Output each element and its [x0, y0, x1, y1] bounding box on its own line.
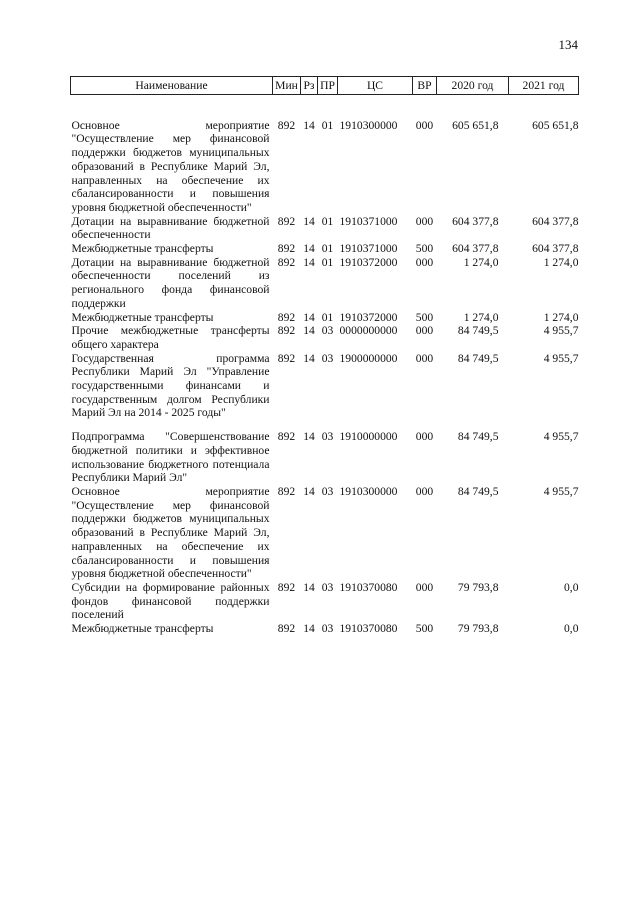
row-vr: 500 [415, 622, 434, 636]
row-2020: 84 749,5 [457, 430, 499, 444]
row-vr: 000 [415, 484, 434, 498]
table-header [71, 77, 579, 95]
column-header-cs: ЦС [338, 77, 413, 95]
table-row [71, 311, 579, 325]
table-row [71, 581, 579, 622]
row-rz: 14 [303, 430, 315, 444]
row-2020: 1 274,0 [463, 310, 499, 324]
row-rz: 14 [303, 484, 315, 498]
row-name: Подпрограмма "Совершенствование бюджетной политики и эффективное использование бюджетного потенциала Республики Марий Эл" [71, 430, 270, 485]
row-min: 892 [277, 351, 296, 365]
table-body [71, 94, 579, 636]
row-min: 892 [277, 118, 296, 132]
row-2021: 4 955,7 [543, 324, 579, 338]
row-2020: 604 377,8 [452, 214, 499, 228]
row-name: Межбюджетные трансферты [71, 242, 214, 256]
row-min: 892 [277, 255, 296, 269]
row-rz: 14 [303, 255, 315, 269]
row-pr: 03 [321, 430, 334, 444]
table-row [71, 420, 579, 485]
column-header-min: Мин [273, 77, 301, 95]
row-pr: 03 [321, 484, 334, 498]
row-vr: 000 [415, 580, 434, 594]
row-cs: 1910372000 [339, 255, 398, 269]
column-header-name: Наименование [71, 77, 273, 95]
budget-table [70, 76, 579, 636]
row-2020: 79 793,8 [457, 580, 499, 594]
column-header-2021: 2021 год [509, 77, 579, 95]
row-vr: 000 [415, 214, 434, 228]
table-row [71, 256, 579, 311]
row-pr: 03 [321, 324, 334, 338]
row-cs: 1910300000 [339, 484, 398, 498]
row-name: Межбюджетные трансферты [71, 622, 214, 636]
row-vr: 000 [415, 351, 434, 365]
row-vr: 000 [415, 324, 434, 338]
table-row [71, 485, 579, 581]
row-pr: 01 [321, 242, 334, 256]
row-vr: 000 [415, 118, 434, 132]
column-header-vr: ВР [413, 77, 437, 95]
row-name: Дотации на выравнивание бюджетной обеспеченности [71, 214, 270, 242]
row-cs: 1910300000 [339, 118, 398, 132]
row-rz: 14 [303, 310, 315, 324]
row-2021: 0,0 [564, 580, 579, 594]
row-cs: 1910371000 [339, 214, 398, 228]
page-number: 134 [558, 37, 578, 52]
row-2021: 604 377,8 [532, 214, 579, 228]
row-cs: 0000000000 [339, 324, 398, 338]
row-2020: 1 274,0 [463, 255, 499, 269]
row-min: 892 [277, 214, 296, 228]
row-2021: 1 274,0 [543, 310, 579, 324]
row-2021: 0,0 [564, 622, 579, 636]
row-rz: 14 [303, 118, 315, 132]
row-rz: 14 [303, 351, 315, 365]
row-2021: 605 651,8 [532, 118, 579, 132]
column-header-rz: Рз [301, 77, 318, 95]
row-rz: 14 [303, 580, 315, 594]
row-min: 892 [277, 310, 296, 324]
row-name: Основное мероприятие "Осуществление мер финансовой поддержки бюджетов муниципальных образований в Республике Марий Эл, направленных на обеспечение их сбалансированности и повышения уровня бюджетной обеспеченности" [71, 484, 270, 581]
table-row [71, 242, 579, 256]
row-vr: 000 [415, 430, 434, 444]
row-rz: 14 [303, 242, 315, 256]
row-name: Субсидии на формирование районных фондов финансовой поддержки поселений [71, 580, 270, 622]
row-cs: 1910370080 [339, 622, 398, 636]
table-row [71, 215, 579, 242]
row-name: Основное мероприятие "Осуществление мер финансовой поддержки бюджетов муниципальных образований в Республике Марий Эл, направленных на обеспечение их сбалансированности и повышения уровня бюджетной обеспеченности" [71, 118, 270, 214]
row-pr: 03 [321, 622, 334, 636]
row-rz: 14 [303, 214, 315, 228]
row-name: Государственная программа Республики Марий Эл "Управление государственными финансами и государственным долгом Республики Марий Эл на 2014 - 2025 годы" [71, 351, 270, 420]
row-2021: 1 274,0 [543, 255, 579, 269]
row-name: Прочие межбюджетные трансферты общего характера [71, 324, 270, 351]
row-name: Межбюджетные трансферты [71, 310, 214, 324]
row-rz: 14 [303, 324, 315, 338]
row-2020: 605 651,8 [452, 118, 499, 132]
table-row [71, 94, 579, 214]
row-pr: 01 [321, 118, 334, 132]
row-cs: 1910372000 [339, 310, 398, 324]
row-min: 892 [277, 580, 296, 594]
row-pr: 03 [321, 580, 334, 594]
row-2020: 604 377,8 [452, 242, 499, 256]
row-min: 892 [277, 324, 296, 338]
table-row [71, 324, 579, 351]
row-cs: 1910370080 [339, 580, 398, 594]
row-2021: 4 955,7 [543, 430, 579, 444]
row-2021: 4 955,7 [543, 484, 579, 498]
row-vr: 500 [415, 242, 434, 256]
row-pr: 01 [321, 255, 334, 269]
row-2020: 84 749,5 [457, 484, 499, 498]
row-2020: 84 749,5 [457, 324, 499, 338]
row-cs: 1900000000 [339, 351, 398, 365]
row-cs: 1910371000 [339, 242, 398, 256]
column-header-2020: 2020 год [437, 77, 509, 95]
row-pr: 03 [321, 351, 334, 365]
row-min: 892 [277, 242, 296, 256]
row-rz: 14 [303, 622, 315, 636]
row-2021: 604 377,8 [532, 242, 579, 256]
row-min: 892 [277, 622, 296, 636]
row-cs: 1910000000 [339, 430, 398, 444]
row-2021: 4 955,7 [543, 351, 579, 365]
column-header-pr: ПР [318, 77, 338, 95]
row-2020: 79 793,8 [457, 622, 499, 636]
row-min: 892 [277, 430, 296, 444]
row-vr: 000 [415, 255, 434, 269]
row-pr: 01 [321, 214, 334, 228]
row-vr: 500 [415, 310, 434, 324]
row-2020: 84 749,5 [457, 351, 499, 365]
table-row [71, 622, 579, 636]
row-pr: 01 [321, 310, 334, 324]
table-header-row [71, 77, 579, 95]
row-name: Дотации на выравнивание бюджетной обеспеченности поселений из регионального фонда финансовой поддержки [71, 255, 270, 310]
row-min: 892 [277, 484, 296, 498]
table-row [71, 352, 579, 421]
